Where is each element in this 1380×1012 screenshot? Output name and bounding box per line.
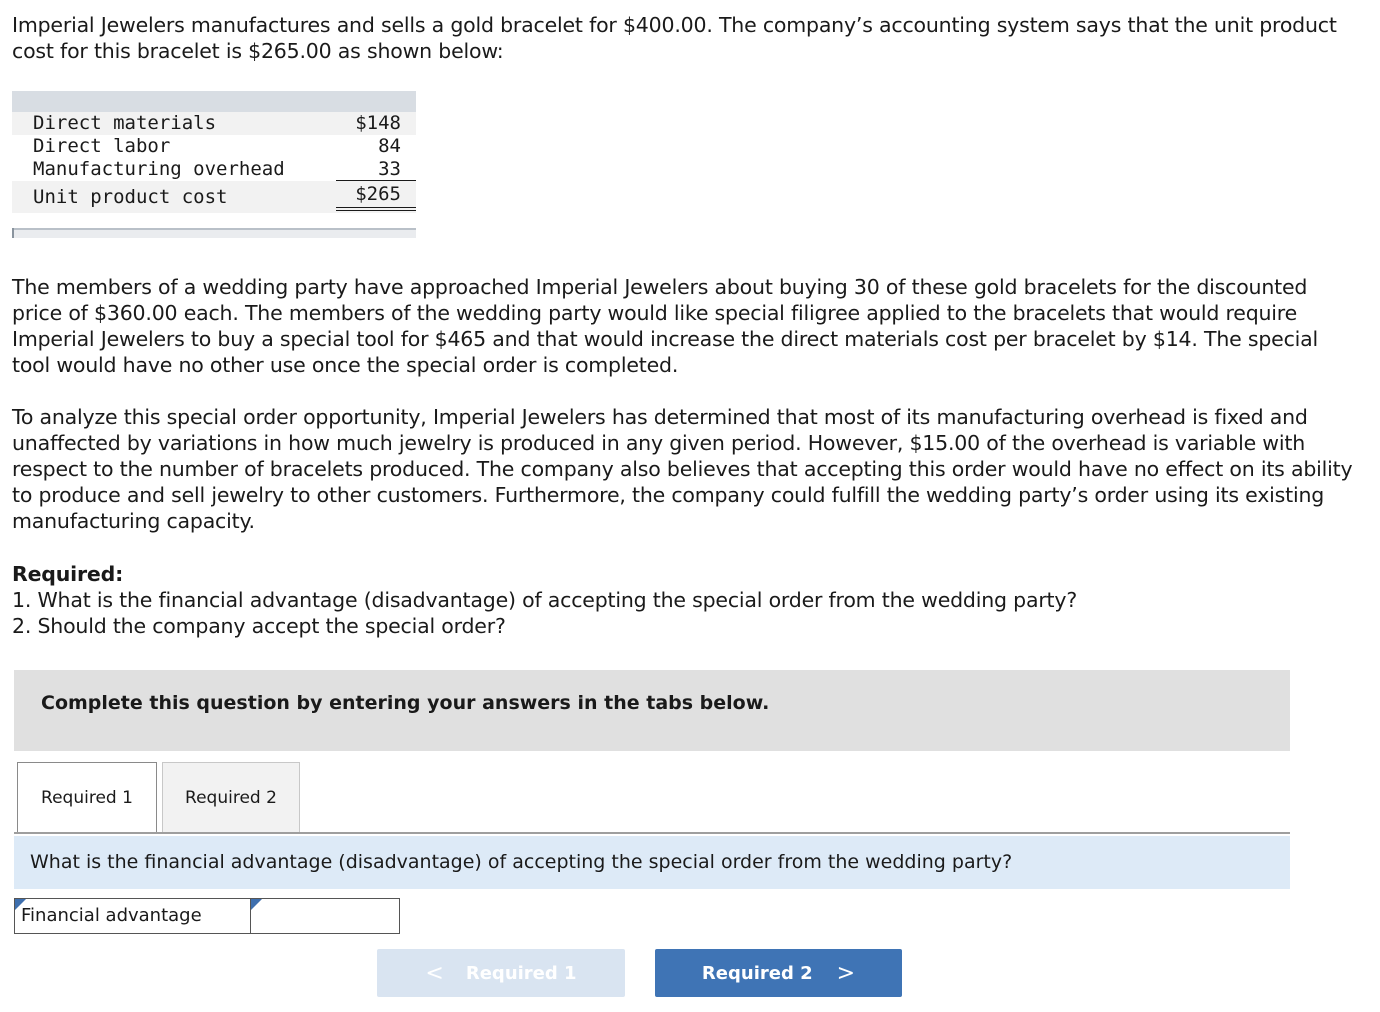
financial-advantage-input[interactable] <box>251 899 399 933</box>
question-text: What is the financial advantage (disadvantage) of accepting the special order from the wedding party? <box>30 851 1013 873</box>
table-footer-bar <box>12 228 416 238</box>
chevron-right-icon: > <box>836 960 856 986</box>
next-button-label: Required 2 <box>701 962 813 984</box>
tab-required-2[interactable]: Required 2 <box>162 762 300 833</box>
tab-divider <box>14 832 1290 834</box>
row-value: $148 <box>355 112 401 134</box>
instruction-banner <box>14 670 1290 751</box>
financial-advantage-label: Financial advantage <box>15 899 251 933</box>
total-value: $265 <box>336 181 416 211</box>
analysis-paragraph: To analyze this special order opportunity, Imperial Jewelers has determined that most of its manufacturing overhead is fixed and unaffected by variations in how much jewelry is produced in any given period. However, $15.00 of the overhead is variable with respect to the number of bracelets produced. The company also believes that accepting this order would have no effect on its ability to produce and sell jewelry to other customers. Furthermore, the company could fulfill the wedding party’s order using its existing manufacturing capacity. <box>12 405 1353 533</box>
row-value: 84 <box>378 135 401 157</box>
prev-button-label: Required 1 <box>465 962 577 984</box>
scenario-paragraph: The members of a wedding party have approached Imperial Jewelers about buying 30 of these gold bracelets for the discounted price of $360.00 each. The members of the wedding party would like special filigree applied to the bracelets that would require Imperial Jewelers to buy a special tool for $465 and that would increase the direct materials cost per bracelet by $14. The special tool would have no other use once the special order is completed. <box>12 275 1318 377</box>
row-label: Direct materials <box>33 112 217 134</box>
unit-cost-table <box>12 91 416 213</box>
row-label: Direct labor <box>33 135 171 157</box>
table-total-row <box>12 181 416 213</box>
question-bar <box>14 836 1290 889</box>
row-value: 33 <box>336 158 416 181</box>
required-section <box>12 561 1357 639</box>
answer-cell <box>251 899 399 933</box>
instruction-text: Complete this question by entering your answers in the tabs below. <box>41 692 770 714</box>
intro-text: Imperial Jewelers manufactures and sells a gold bracelet for $400.00. The company’s accounting system says that the unit product cost for this bracelet is $265.00 as shown below: <box>12 13 1337 63</box>
table-row <box>12 158 416 181</box>
table-header-bar <box>12 91 416 112</box>
required-heading: Required: <box>12 562 124 586</box>
prev-required-1-button[interactable] <box>377 949 625 997</box>
chevron-left-icon: < <box>425 960 444 986</box>
total-label: Unit product cost <box>33 186 228 208</box>
table-row <box>12 135 416 158</box>
required-item-1: 1. What is the financial advantage (disadvantage) of accepting the special order from the wedding party? <box>12 588 1077 612</box>
table-row <box>12 112 416 135</box>
row-label: Manufacturing overhead <box>33 158 285 180</box>
required-item-2: 2. Should the company accept the special order? <box>12 614 506 638</box>
answer-row <box>14 898 400 934</box>
next-required-2-button[interactable] <box>655 949 902 997</box>
tab-required-1[interactable]: Required 1 <box>17 762 157 833</box>
